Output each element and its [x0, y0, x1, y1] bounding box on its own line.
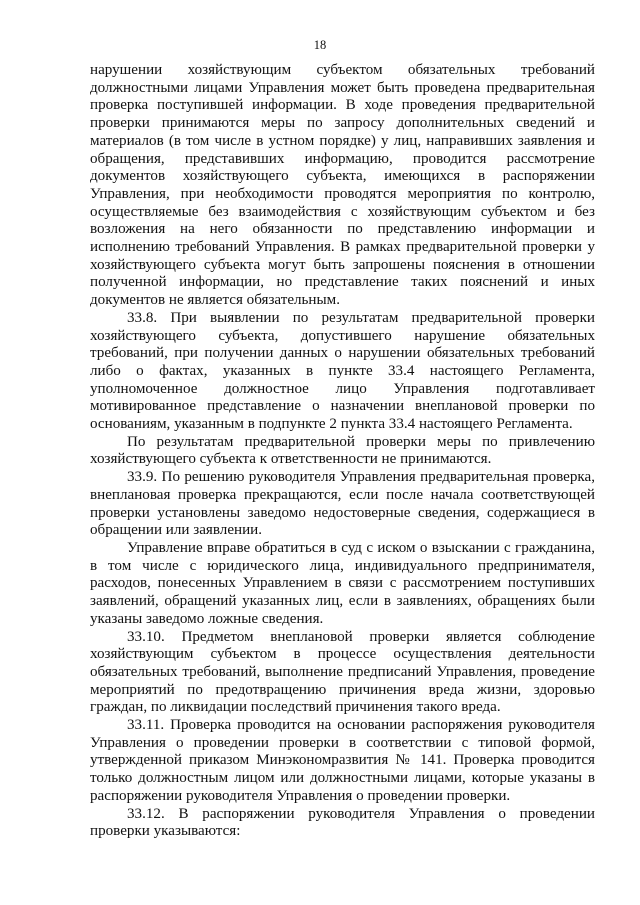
paragraph-33-11: 33.11. Проверка проводится на основании распоряжения руководителя Управления о проведении проверки в соответствии с типовой формой, утвержденной приказом Минэкономразвития № 141. Проверка проводится только должностным лицом или должностными лицами, которые указаны в распоряжении руководителя Управления о проведении проверки.	[90, 717, 595, 804]
paragraph-33-12: 33.12. В распоряжении руководителя Управления о проведении проверки указываются:	[90, 805, 595, 840]
page-number: 18	[313, 38, 327, 52]
paragraph-33-8-note: По результатам предварительной проверки меры по привлечению хозяйствующего субъекта к ответственности не принимаются.	[90, 433, 595, 468]
paragraph-33-9: 33.9. По решению руководителя Управления предварительная проверка, внеплановая проверка прекращаются, если после начала соответствующей проверки установлены заведомо недостоверные сведения, содержащиеся в обращении или заявлении.	[90, 469, 595, 539]
paragraph-33-10: 33.10. Предметом внеплановой проверки является соблюдение хозяйствующим субъектом в процессе осуществления деятельности обязательных требований, выполнение предписаний Управления, проведение мероприятий по предотвращению причинения вреда жизни, здоровью граждан, по ликвидации последствий причинения такого вреда.	[90, 628, 595, 716]
paragraph-33-9-court: Управление вправе обратиться в суд с иском о взыскании с гражданина, в том числе с юридического лица, индивидуального предпринимателя, расходов, понесенных Управлением в связи с рассмотрением поступивших заявлений, обращений указанных лиц, если в заявлениях, обращениях были указаны заведомо ложные сведения.	[90, 539, 595, 627]
document-body	[90, 62, 595, 841]
paragraph-continuation: нарушении хозяйствующим субъектом обязательных требований должностными лицами Управления может быть проведена предварительная проверка поступившей информации. В ходе проведения предварительной проверки принимаются меры по запросу дополнительных сведений и материалов (в том числе в устном порядке) у лиц, направивших заявления и обращения, представивших информацию, проводится рассмотрение документов хозяйствующего субъекта, имеющихся в распоряжении Управления, при необходимости проводятся мероприятия по контролю, осуществляемые без взаимодействия с хозяйствующим субъектом и без возложения на него обязанности по представлению информации и исполнению требований Управления. В рамках предварительной проверки у хозяйствующего субъекта могут быть запрошены пояснения в отношении полученной информации, но представление таких пояснений и иных документов не является обязательным.	[90, 62, 595, 309]
paragraph-33-8: 33.8. При выявлении по результатам предварительной проверки хозяйствующего субъекта, допустившего нарушение обязательных требований, при получении данных о нарушении обязательных требований либо о фактах, указанных в пункте 33.4 настоящего Регламента, уполномоченное должностное лицо Управления подготавливает мотивированное представление о назначении внеплановой проверки по основаниям, указанным в подпункте 2 пункта 33.4 настоящего Регламента.	[90, 309, 595, 433]
